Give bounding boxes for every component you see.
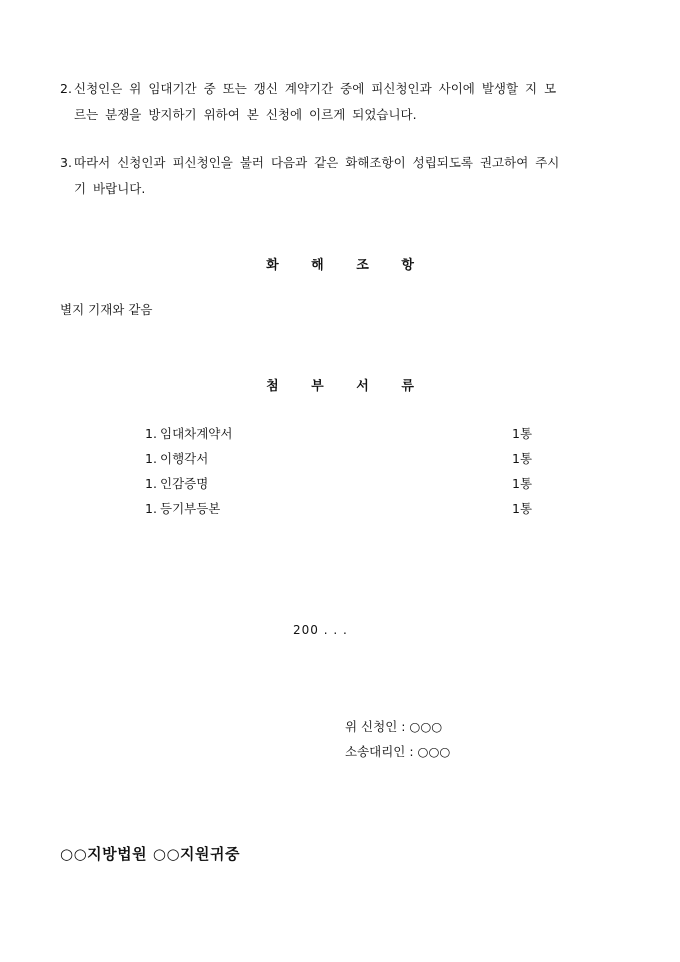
attachment-name: 임대차계약서	[160, 426, 233, 441]
attachments-list	[145, 421, 535, 521]
paragraph-line: 따라서 신청인과 피신청인을 불러 다음과 같은 화해조항이 성립되도록 권고하여 주시	[74, 155, 560, 170]
attachment-index: 1.	[145, 426, 157, 441]
attachment-qty: 1통	[512, 426, 533, 441]
attachment-item	[145, 496, 535, 521]
attachments-heading: 첨 부 서 류	[266, 379, 428, 394]
attachment-name: 이행각서	[160, 451, 209, 466]
settlement-terms-text: 별지 기재와 같음	[60, 302, 153, 317]
filing-date: 200 . . .	[293, 623, 348, 637]
agent-signature: 소송대리인 : ○○○	[345, 744, 451, 759]
attachment-item	[145, 446, 535, 471]
settlement-terms-heading: 화 해 조 항	[266, 258, 428, 273]
attachment-index: 1.	[145, 451, 157, 466]
court-addressee: ○○지방법원 ○○지원귀중	[60, 845, 240, 863]
paragraph-line: 신청인은 위 임대기간 중 또는 갱신 계약기간 중에 피신청인과 사이에 발생할 지 모	[74, 81, 557, 96]
attachment-index: 1.	[145, 476, 157, 491]
attachment-name: 인감증명	[160, 476, 209, 491]
attachment-name: 등기부등본	[160, 501, 221, 516]
paragraph-number: 2.	[60, 81, 72, 96]
paragraph-3	[60, 150, 620, 202]
attachment-qty: 1통	[512, 501, 533, 516]
paragraph-line: 기 바랍니다.	[74, 181, 146, 196]
paragraph-line: 르는 분쟁을 방지하기 위하여 본 신청에 이르게 되었습니다.	[74, 107, 417, 122]
attachment-item	[145, 421, 535, 446]
paragraph-number: 3.	[60, 155, 72, 170]
attachment-qty: 1통	[512, 476, 533, 491]
paragraph-2	[60, 76, 620, 128]
attachment-index: 1.	[145, 501, 157, 516]
attachment-qty: 1통	[512, 451, 533, 466]
applicant-signature: 위 신청인 : ○○○	[345, 719, 443, 734]
attachment-item	[145, 471, 535, 496]
